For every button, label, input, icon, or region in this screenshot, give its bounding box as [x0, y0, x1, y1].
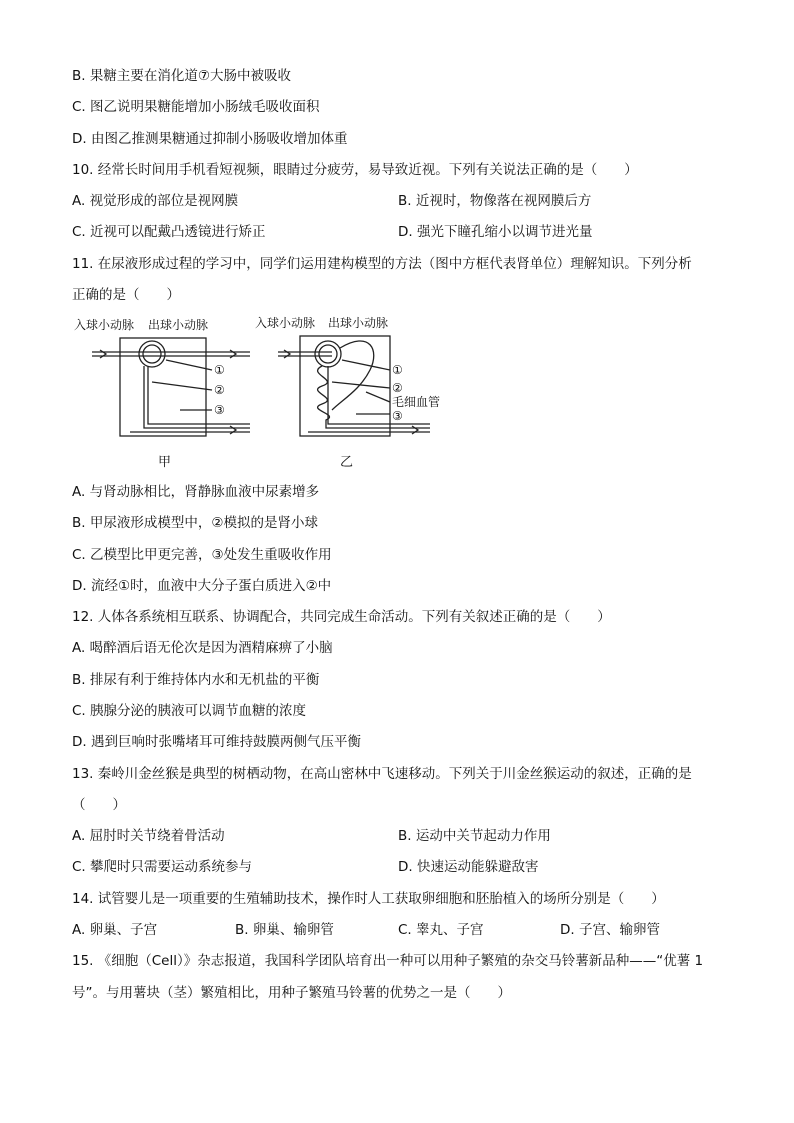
yi-glomerulus-inner	[319, 345, 337, 363]
jia-label-1: ①	[214, 363, 225, 377]
q10-stem: 10. 经常长时间用手机看短视频，眼睛过分疲劳，易导致近视。下列有关说法正确的是（ ）	[72, 162, 638, 178]
yi-label-capillary: 毛细血管	[392, 395, 441, 409]
q14-option-d: D. 子宫、输卵管	[560, 922, 660, 938]
q13-option-c: C. 攀爬时只需要运动系统参与	[72, 859, 253, 875]
q9-option-c: C. 图乙说明果糖能增加小肠绒毛吸收面积	[72, 99, 320, 115]
q12-option-c: C. 胰腺分泌的胰液可以调节血糖的浓度	[72, 703, 307, 719]
q11-option-d: D. 流经①时，血液中大分子蛋白质进入②中	[72, 578, 332, 594]
model-jia	[74, 317, 250, 470]
jia-efferent-label: 出球小动脉	[148, 318, 209, 332]
yi-pointer-1	[342, 360, 390, 370]
q12-option-d: D. 遇到巨响时张嘴堵耳可维持鼓膜两侧气压平衡	[72, 734, 361, 750]
q14-option-b: B. 卵巢、输卵管	[235, 922, 334, 938]
q11-option-a: A. 与肾动脉相比，肾静脉血液中尿素增多	[72, 484, 320, 500]
jia-pointer-1	[166, 360, 212, 370]
jia-label-2: ②	[214, 383, 225, 397]
q12-option-a: A. 喝醉酒后语无伦次是因为酒精麻痹了小脑	[72, 640, 333, 656]
jia-arrow-in	[100, 350, 106, 358]
q9-option-d: D. 由图乙推测果糖通过抑制小肠吸收增加体重	[72, 131, 348, 147]
yi-efferent-label: 出球小动脉	[328, 316, 389, 330]
yi-label-3: ③	[392, 409, 403, 423]
q15-stem-line2: 号”。与用薯块（茎）繁殖相比，用种子繁殖马铃薯的优势之一是（ ）	[72, 985, 511, 1001]
q11-stem-line2: 正确的是（ ）	[72, 287, 180, 303]
q13-stem-line1: 13. 秦岭川金丝猴是典型的树栖动物，在高山密林中飞速移动。下列关于川金丝猴运动的叙述，正确的是	[72, 766, 692, 782]
jia-tubule-inner	[148, 366, 250, 424]
yi-caption: 乙	[340, 455, 354, 470]
q12-stem: 12. 人体各系统相互联系、协调配合，共同完成生命活动。下列有关叙述正确的是（ ）	[72, 609, 611, 625]
q11-stem-line1: 11. 在尿液形成过程的学习中，同学们运用建构模型的方法（图中方框代表肾单位）理解知识。下列分析	[72, 256, 692, 272]
q13-stem-line2: （ ）	[72, 797, 126, 813]
q13-option-a: A. 屈肘时关节绕着骨活动	[72, 828, 225, 844]
q12-option-b: B. 排尿有利于维持体内水和无机盐的平衡	[72, 672, 320, 688]
q14-stem: 14. 试管婴儿是一项重要的生殖辅助技术，操作时人工获取卵细胞和胚胎植入的场所分别是（ ）	[72, 891, 665, 907]
q9-option-b: B. 果糖主要在消化道⑦大肠中被吸收	[72, 68, 291, 84]
yi-arrow-bottom	[412, 426, 418, 434]
q10-option-b: B. 近视时，物像落在视网膜后方	[398, 193, 592, 209]
model-yi	[255, 315, 440, 470]
q14-option-a: A. 卵巢、子宫	[72, 922, 158, 938]
jia-caption: 甲	[158, 455, 172, 470]
jia-glomerulus-inner	[143, 345, 161, 363]
nephron-model-svg	[70, 310, 441, 475]
jia-pointer-2	[152, 382, 212, 390]
q10-option-d: D. 强光下瞳孔缩小以调节进光量	[398, 224, 593, 240]
yi-afferent-label: 入球小动脉	[255, 316, 316, 330]
q11-option-c: C. 乙模型比甲更完善，③处发生重吸收作用	[72, 547, 332, 563]
yi-label-1: ①	[392, 363, 403, 377]
yi-efferent-vessel	[332, 341, 374, 410]
jia-label-3: ③	[214, 403, 225, 417]
jia-afferent-label: 入球小动脉	[74, 318, 135, 332]
yi-pointer-capillary	[366, 392, 390, 402]
q13-option-d: D. 快速运动能躲避敌害	[398, 859, 539, 875]
jia-arrow-out	[230, 350, 236, 358]
q15-stem-line1: 15. 《细胞（Cell）》杂志报道，我国科学团队培育出一种可以用种子繁殖的杂交马铃薯新品种——“优薯 1	[72, 953, 704, 969]
nephron-model-figure	[70, 310, 441, 475]
q10-option-c: C. 近视可以配戴凸透镜进行矫正	[72, 224, 266, 240]
jia-tubule	[144, 366, 250, 428]
yi-label-2: ②	[392, 381, 403, 395]
yi-arrow-in	[284, 350, 290, 358]
q11-option-b: B. 甲尿液形成模型中，②模拟的是肾小球	[72, 515, 318, 531]
jia-arrow-bottom	[230, 426, 236, 434]
q14-option-c: C. 睾丸、子宫	[398, 922, 484, 938]
q13-option-b: B. 运动中关节起动力作用	[398, 828, 551, 844]
q10-option-a: A. 视觉形成的部位是视网膜	[72, 193, 239, 209]
